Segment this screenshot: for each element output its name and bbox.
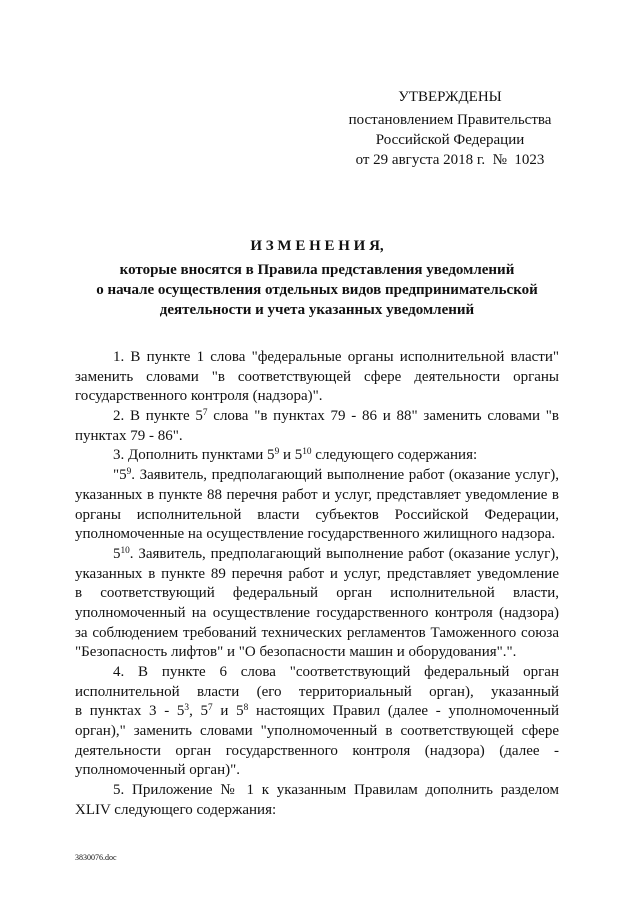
body-line <box>75 368 559 388</box>
body-text-run: 1. В пункте 1 слова "федеральные органы исполнительной власти" <box>113 349 559 365</box>
body-line <box>75 446 559 466</box>
body-line <box>75 624 559 644</box>
body-text-run: следующего содержания: <box>311 447 478 464</box>
document-title <box>75 236 559 320</box>
body-text-run: уполномоченный орган)". <box>75 762 240 779</box>
body-line <box>75 486 559 506</box>
body-text <box>75 348 559 821</box>
body-line <box>75 742 559 762</box>
body-line <box>75 663 559 683</box>
body-line <box>75 466 559 486</box>
body-text-run: указанных в пункте 89 перечня работ и услуг, представляет уведомление <box>75 565 559 582</box>
body-text-run: "5 <box>113 467 127 484</box>
superscript-number: 9 <box>274 447 280 458</box>
body-text-run: 5 <box>113 545 121 562</box>
body-text-run: настоящих Правил (далее - уполномоченный <box>248 703 559 720</box>
body-text-run: "Безопасность лифтов" и "О безопасности машин и оборудования".". <box>75 644 517 661</box>
body-text-run: XLIV следующего содержания: <box>75 801 277 818</box>
title-heading: И З М Е Н Е Н И Я, <box>250 238 384 254</box>
superscript-number: 10 <box>120 545 130 556</box>
body-line <box>75 683 559 703</box>
body-text-run: указанных в пункте 88 перечня работ и услуг, представляет уведомление в <box>75 486 559 503</box>
body-line <box>75 565 559 585</box>
body-text-run: государственного контроля (надзора)". <box>75 388 323 405</box>
body-paragraph <box>75 407 559 446</box>
body-line <box>75 761 559 781</box>
footer-file-name: 3830076.doc <box>75 853 117 862</box>
body-line <box>75 781 559 801</box>
body-text-run: орган)," заменить словами "уполномоченный в соответствующей сфере <box>75 723 559 740</box>
body-text-run: органы исполнительной власти субъектов Российской Федерации, <box>75 506 559 523</box>
body-text-run: уполномоченный на осуществление государственного контроля (надзора) <box>75 604 559 621</box>
body-text-run: и 5 <box>279 447 303 464</box>
body-line <box>75 348 559 368</box>
body-line <box>75 545 559 565</box>
superscript-number: 7 <box>208 703 213 714</box>
body-text-run: , 5 <box>189 703 209 720</box>
body-text-run: 4. В пункте 6 слова "соответствующий федеральный орган <box>113 664 559 680</box>
superscript-number: 3 <box>184 703 190 714</box>
body-line <box>75 387 559 407</box>
title-subtitle-line: которые вносятся в Правила представления уведомлений <box>119 262 515 278</box>
body-text-run: слова "в пунктах 79 - 86 и 88" заменить словами "в <box>207 408 559 425</box>
body-text-run: деятельности орган государственного контроля (надзора) (далее - <box>75 742 559 759</box>
body-line <box>75 604 559 624</box>
body-paragraph <box>75 348 559 407</box>
body-text-run: и 5 <box>212 703 244 720</box>
body-line <box>75 702 559 722</box>
body-line <box>75 407 559 427</box>
body-text-run: исполнительной власти (его территориальный орган), указанный <box>75 683 559 700</box>
body-text-run: уполномоченные на осуществление государственного жилищного надзора. <box>75 526 556 543</box>
body-text-run: 5. Приложение № 1 к указанным Правилам дополнить разделом <box>113 782 559 799</box>
body-text-run: в пунктах 3 - 5 <box>75 703 185 720</box>
approval-government-line: Российской Федерации <box>375 132 525 148</box>
body-text-run: за соблюдением требований технических регламентов Таможенного союза <box>75 624 559 641</box>
body-line <box>75 643 559 663</box>
body-paragraph <box>75 446 559 466</box>
body-line <box>75 722 559 742</box>
superscript-number: 8 <box>243 703 249 714</box>
body-line <box>75 506 559 526</box>
approval-heading: УТВЕРЖДЕНЫ <box>398 89 502 105</box>
superscript-number: 9 <box>126 467 132 478</box>
body-paragraph <box>75 466 559 545</box>
body-text-run: в соответствующий федеральный орган исполнительной власти, <box>75 585 559 602</box>
approval-block <box>340 87 560 170</box>
approval-decree-line: постановлением Правительства <box>348 112 552 128</box>
title-subtitle-line: о начале осуществления отдельных видов предпринимательской <box>96 282 538 298</box>
body-text-run: пунктах 79 - 86". <box>75 427 183 444</box>
body-paragraph <box>75 781 559 820</box>
title-subtitle-line: деятельности и учета указанных уведомлений <box>159 302 475 318</box>
body-line <box>75 525 559 545</box>
body-text-run: . Заявитель, предполагающий выполнение работ (оказание услуг), <box>131 467 559 484</box>
body-text-run: заменить словами "в соответствующей сфере деятельности органы <box>75 368 559 385</box>
superscript-number: 10 <box>302 447 312 458</box>
body-text-run: . Заявитель, предполагающий выполнение работ (оказание услуг), <box>129 545 559 562</box>
body-line <box>75 801 559 821</box>
body-text-run: 2. В пункте 5 <box>113 408 203 425</box>
body-paragraph <box>75 545 559 663</box>
body-line <box>75 427 559 447</box>
approval-date-number-line: от 29 августа 2018 г. № 1023 <box>355 152 545 168</box>
superscript-number: 7 <box>202 407 208 418</box>
body-line <box>75 584 559 604</box>
body-paragraph <box>75 663 559 781</box>
body-text-run: 3. Дополнить пунктами 5 <box>113 447 275 464</box>
